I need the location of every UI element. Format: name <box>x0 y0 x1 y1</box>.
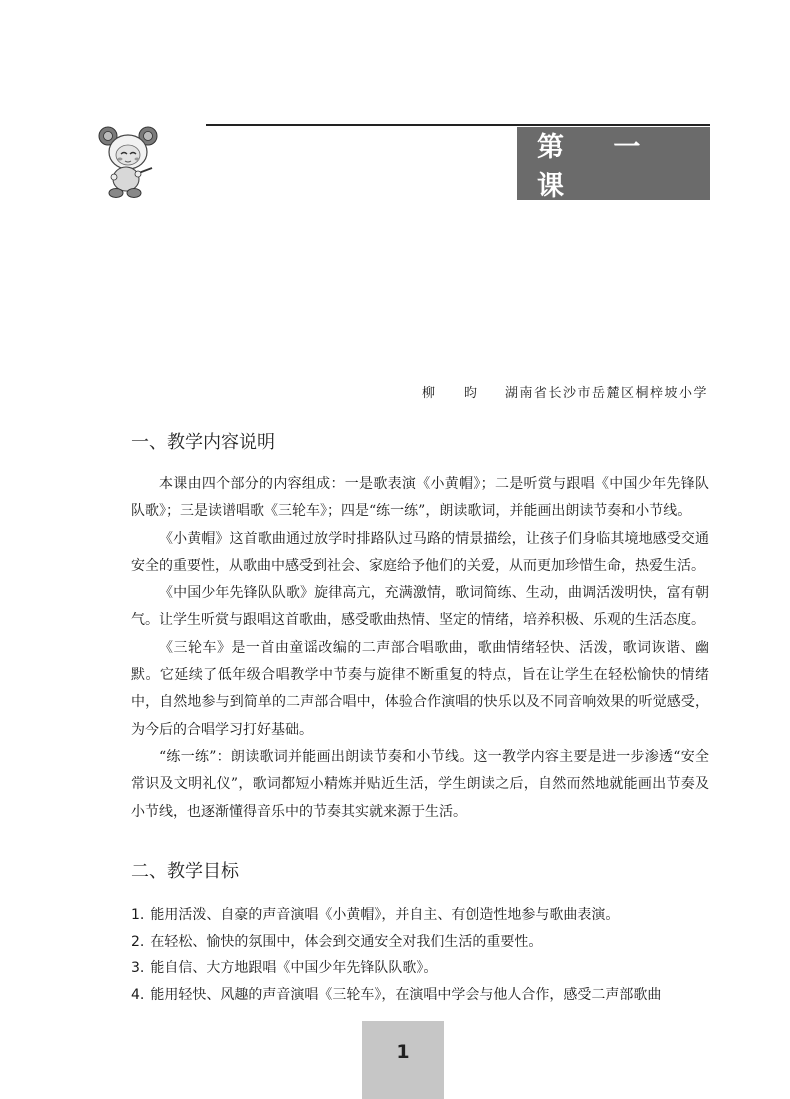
paragraph: 本课由四个部分的内容组成：一是歌表演《小黄帽》；二是听赏与跟唱《中国少年先锋队队歌》；三是读谱唱歌《三轮车》；四是“练一练”，朗读歌词，并能画出朗读节奏和小节线。 <box>131 476 709 520</box>
list-item <box>131 929 709 956</box>
lesson-title-box <box>517 127 710 200</box>
section-heading-goals: 二、教学目标 <box>131 861 239 882</box>
list-item-number: 4. <box>131 986 145 1003</box>
paragraph: 《小黄帽》这首歌曲通过放学时排路队过马路的情景描绘，让孩子们身临其境地感受交通安全的重要性，从歌曲中感受到社会、家庭给予他们的关爱，从而更加珍惜生命，热爱生活。 <box>131 530 709 574</box>
list-item <box>131 982 709 1009</box>
goals-list <box>131 902 709 1008</box>
list-item <box>131 902 709 929</box>
page-number: 1 <box>396 1041 410 1063</box>
list-item-text: 能用活泼、自豪的声音演唱《小黄帽》，并自主、有创造性地参与歌曲表演。 <box>150 907 620 923</box>
list-item-text: 能用轻快、风趣的声音演唱《三轮车》，在演唱中学会与他人合作，感受二声部歌曲 <box>150 986 662 1003</box>
author-school: 湖南省长沙市岳麓区桐梓坡小学 <box>504 386 708 401</box>
list-item <box>131 955 709 982</box>
section-heading-content: 一、教学内容说明 <box>131 432 275 453</box>
list-item-text: 在轻松、愉快的氛围中，体会到交通安全对我们生活的重要性。 <box>150 933 543 950</box>
byline <box>422 382 708 401</box>
list-item-number: 3. <box>131 960 145 976</box>
lesson-title: 第 一 课 <box>537 131 661 202</box>
page-number-box <box>362 1021 444 1099</box>
author-name: 柳 昀 <box>421 386 485 401</box>
cartoon-sheep-mascot-icon <box>96 124 160 200</box>
list-item-number: 2. <box>131 933 145 950</box>
list-item-number: 1. <box>131 907 145 923</box>
section-content-body <box>131 471 709 826</box>
paragraph: 《三轮车》是一首由童谣改编的二声部合唱歌曲，歌曲情绪轻快、活泼，歌词诙谐、幽默。它延续了低年级合唱教学中节奏与旋律不断重复的特点，旨在让学生在轻松愉快的情绪中，自然地参与到简单的二声部合唱中，体验合作演唱的快乐以及不同音响效果的听觉感受，为今后的合唱学习打好基础。 <box>131 639 709 738</box>
list-item-text: 能自信、大方地跟唱《中国少年先锋队队歌》。 <box>150 960 438 976</box>
paragraph: “练一练”：朗读歌词并能画出朗读节奏和小节线。这一教学内容主要是进一步渗透“安全常识及文明礼仪”，歌词都短小精炼并贴近生活，学生朗读之后，自然而然地就能画出节奏及小节线，也逐渐懂得音乐中的节奏其实就来源于生活。 <box>131 748 709 820</box>
paragraph: 《中国少年先锋队队歌》旋律高亢，充满激情，歌词简练、生动，曲调活泼明快，富有朝气。让学生听赏与跟唱这首歌曲，感受歌曲热情、坚定的情绪，培养积极、乐观的生活态度。 <box>131 585 709 629</box>
